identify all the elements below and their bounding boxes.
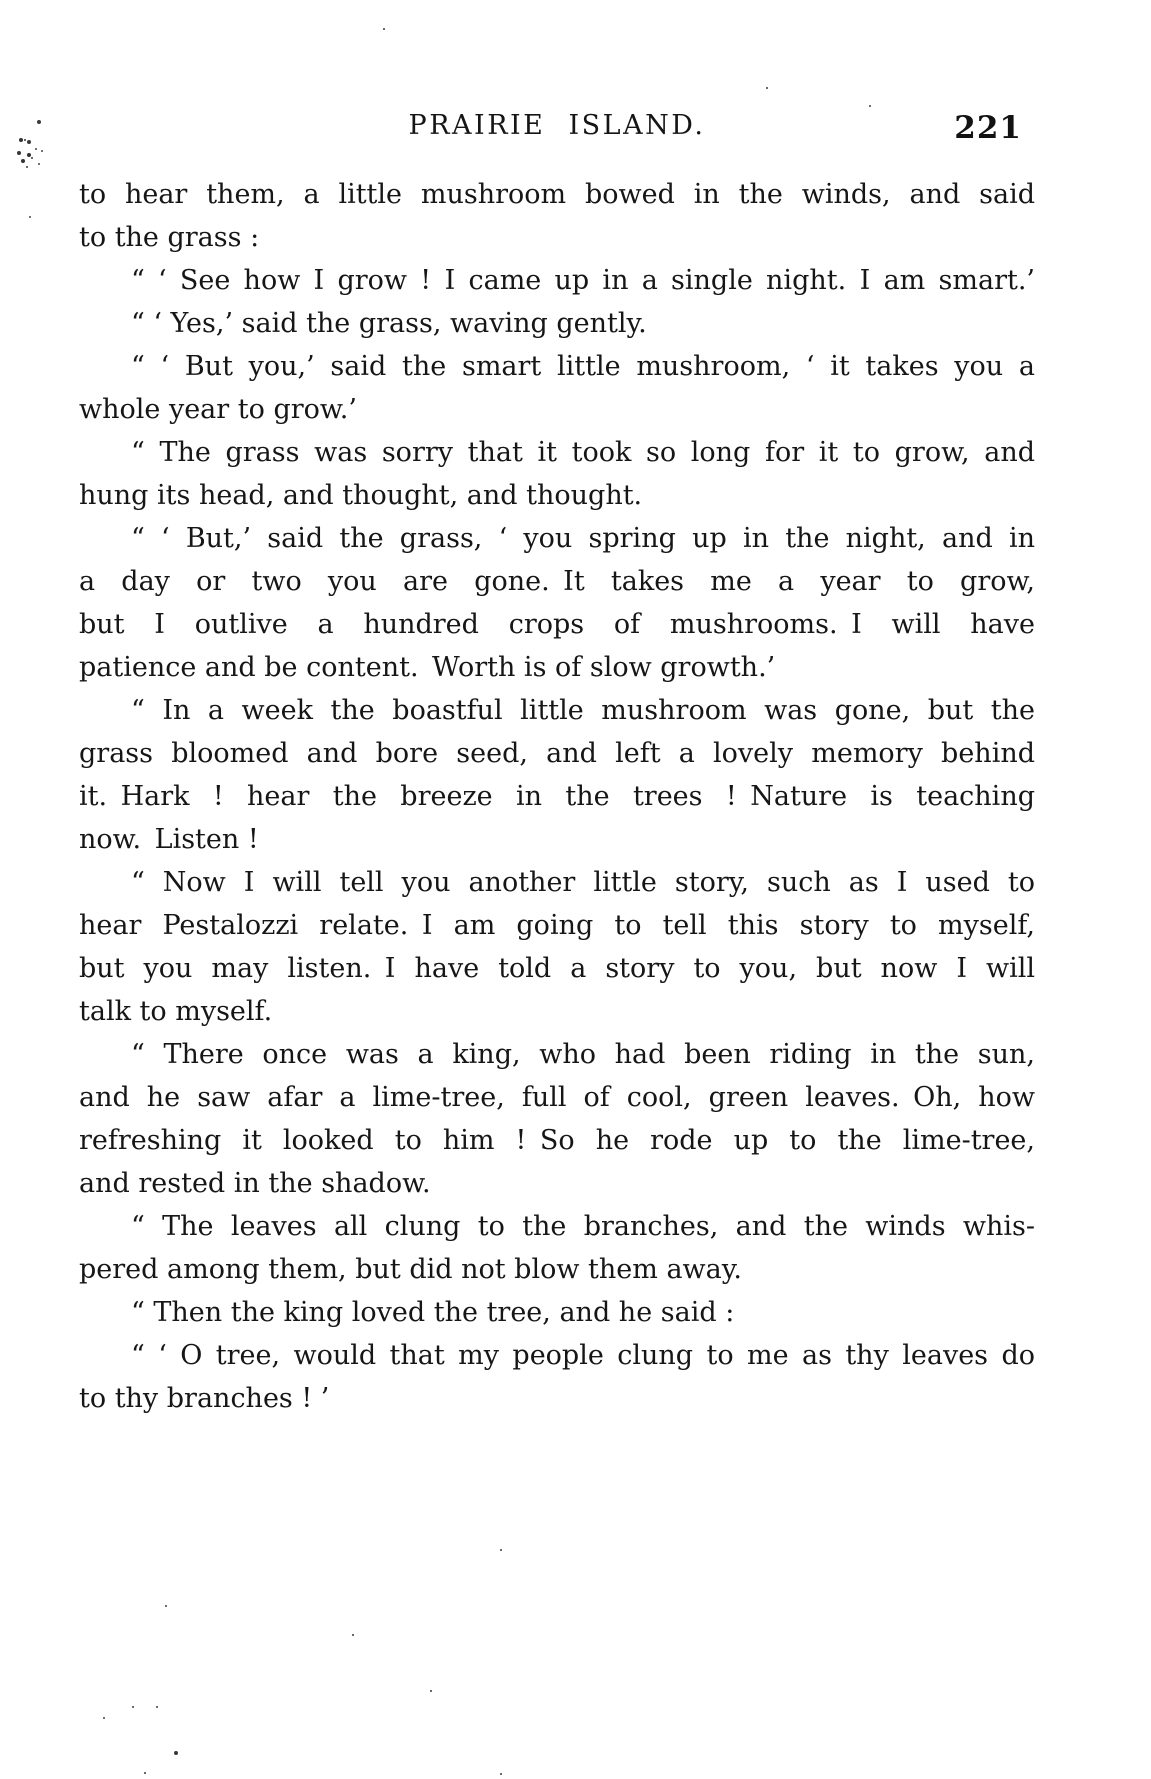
text-line: now. Listen ! bbox=[79, 824, 259, 855]
text-line: talk to myself. bbox=[79, 996, 273, 1027]
text-line: grass bloomed and bore seed, and left a lovely memory behind bbox=[79, 738, 1035, 769]
text-line: and he saw afar a lime-tree, full of cool, green leaves. Oh, how bbox=[79, 1082, 1035, 1113]
text-line: “ ‘ Yes,’ said the grass, waving gently. bbox=[131, 308, 647, 339]
text-line: “ Now I will tell you another little story, such as I used to bbox=[131, 867, 1035, 898]
text-line: “ There once was a king, who had been riding in the sun, bbox=[131, 1039, 1035, 1070]
text-line: “ ‘ O tree, would that my people clung to me as thy leaves do bbox=[131, 1340, 1035, 1371]
text-line: but you may listen. I have told a story to you, but now I will bbox=[79, 953, 1035, 984]
scan-noise-speckles bbox=[0, 0, 2, 2]
text-line: “ The leaves all clung to the branches, and the winds whis- bbox=[131, 1211, 1035, 1242]
text-line: hung its head, and thought, and thought. bbox=[79, 480, 643, 511]
page-number: 221 bbox=[954, 110, 1022, 146]
text-line: “ The grass was sorry that it took so long for it to grow, and bbox=[131, 437, 1035, 468]
text-line: “ ‘ But you,’ said the smart little mushroom, ‘ it takes you a bbox=[131, 351, 1035, 382]
text-line: hear Pestalozzi relate. I am going to tell this story to myself, bbox=[79, 910, 1035, 941]
text-line: “ ‘ But,’ said the grass, ‘ you spring up in the night, and in bbox=[131, 523, 1035, 554]
text-line: “ ‘ See how I grow ! I came up in a single night. I am smart.’ bbox=[131, 265, 1035, 296]
text-line: a day or two you are gone. It takes me a year to grow, bbox=[79, 566, 1035, 597]
running-header bbox=[79, 103, 1035, 153]
text-line: it. Hark ! hear the breeze in the trees ! Nature is teaching bbox=[79, 781, 1035, 812]
text-line: “ Then the king loved the tree, and he said : bbox=[131, 1297, 735, 1328]
text-line: but I outlive a hundred crops of mushrooms. I will have bbox=[79, 609, 1035, 640]
text-line: patience and be content. Worth is of slow growth.’ bbox=[79, 652, 776, 683]
text-line: pered among them, but did not blow them away. bbox=[79, 1254, 743, 1285]
text-line: to hear them, a little mushroom bowed in the winds, and said bbox=[79, 179, 1035, 210]
text-line: whole year to grow.’ bbox=[79, 394, 357, 425]
text-line: refreshing it looked to him ! So he rode up to the lime-tree, bbox=[79, 1125, 1035, 1156]
text-line: “ In a week the boastful little mushroom was gone, but the bbox=[131, 695, 1035, 726]
text-line: and rested in the shadow. bbox=[79, 1168, 431, 1199]
text-line: to thy branches ! ’ bbox=[79, 1383, 330, 1414]
page-body bbox=[79, 173, 1035, 1420]
text-line: to the grass : bbox=[79, 222, 260, 253]
page-title: PRAIRIE ISLAND. bbox=[408, 110, 706, 141]
